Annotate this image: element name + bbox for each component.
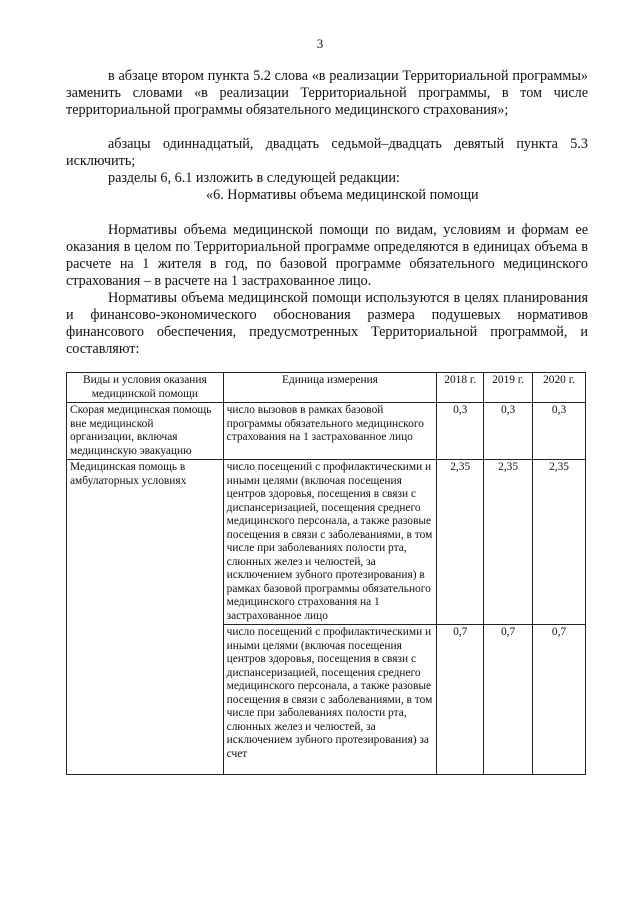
- value-2020: 0,7: [533, 625, 586, 775]
- value-2019: 0,7: [484, 625, 533, 775]
- header-2020: 2020 г.: [533, 373, 586, 403]
- value-2018: 2,35: [437, 460, 484, 625]
- value-2020: 0,3: [533, 403, 586, 460]
- value-2018: 0,3: [437, 403, 484, 460]
- table-header-row: [67, 373, 586, 403]
- header-unit: Единица измерения: [223, 373, 437, 403]
- row-type-cell: Медицинская помощь в амбулаторных условиях: [67, 460, 224, 775]
- paragraph-norms-definition: Нормативы объема медицинской помощи по видам, условиям и формам ее оказания в целом по Территориальной программе определяются в единицах объема в расчете на 1 жителя в год, по базовой программе обязательного медицинского страхования – в расчете на 1 застрахованное лицо.: [66, 222, 588, 289]
- table-row: [67, 460, 586, 625]
- value-2019: 0,3: [484, 403, 533, 460]
- value-2019: 2,35: [484, 460, 533, 625]
- section-title: «6. Нормативы объема медицинской помощи: [206, 187, 479, 203]
- paragraph-norms-usage: Нормативы объема медицинской помощи используются в целях планирования и финансово-экономического обоснования размера подушевых нормативов финансового обеспечения, предусмотренных Территориальной программой, и составляют:: [66, 290, 588, 357]
- header-2019: 2019 г.: [484, 373, 533, 403]
- value-2020: 2,35: [533, 460, 586, 625]
- page-cut-spacer: [227, 761, 434, 773]
- paragraph-sections-6: разделы 6, 6.1 изложить в следующей редакции:: [108, 170, 400, 186]
- header-2018: 2018 г.: [437, 373, 484, 403]
- header-type: Виды и условия оказания медицинской помощи: [67, 373, 224, 403]
- row-unit-text: число посещений с профилактическими и иными целями (включая посещения центров здоровья, посещения в связи с диспансеризацией, посещения среднего медицинского персонала, а также разовые посещения в связи с заболеваниями, в том числе при заболеваниях полости рта, слюнных желез и челюстей, за исключением зубного протезирования) за счет: [226, 626, 433, 760]
- row-unit-cell: число посещений с профилактическими и иными целями (включая посещения центров здоровья, посещения в связи с диспансеризацией, посещения среднего медицинского персонала, а также разовые посещения в связи с заболеваниями, в том числе при заболеваниях полости рта, слюнных желез и челюстей, за исключением зубного протезирования) в рамках базовой программы обязательного медицинского страхования на 1 застрахованное лицо: [223, 460, 437, 625]
- paragraph-amend-5-2: в абзаце втором пункта 5.2 слова «в реализации Территориальной программы» заменить словами «в реализации Территориальной программы, в том числе территориальной программы обязательного медицинского страхования»;: [66, 68, 588, 118]
- row-unit-cell: [223, 625, 437, 775]
- paragraph-exclude-5-3: абзацы одиннадцатый, двадцать седьмой–двадцать девятый пункта 5.3 исключить;: [66, 136, 588, 169]
- row-unit-cell: число вызовов в рамках базовой программы обязательного медицинского страхования на 1 застрахованное лицо: [223, 403, 437, 460]
- page-number: 3: [316, 36, 324, 51]
- norms-table: [66, 372, 586, 775]
- table-row: [67, 403, 586, 460]
- row-type-cell: Скорая медицинская помощь вне медицинской организации, включая медицинскую эвакуацию: [67, 403, 224, 460]
- value-2018: 0,7: [437, 625, 484, 775]
